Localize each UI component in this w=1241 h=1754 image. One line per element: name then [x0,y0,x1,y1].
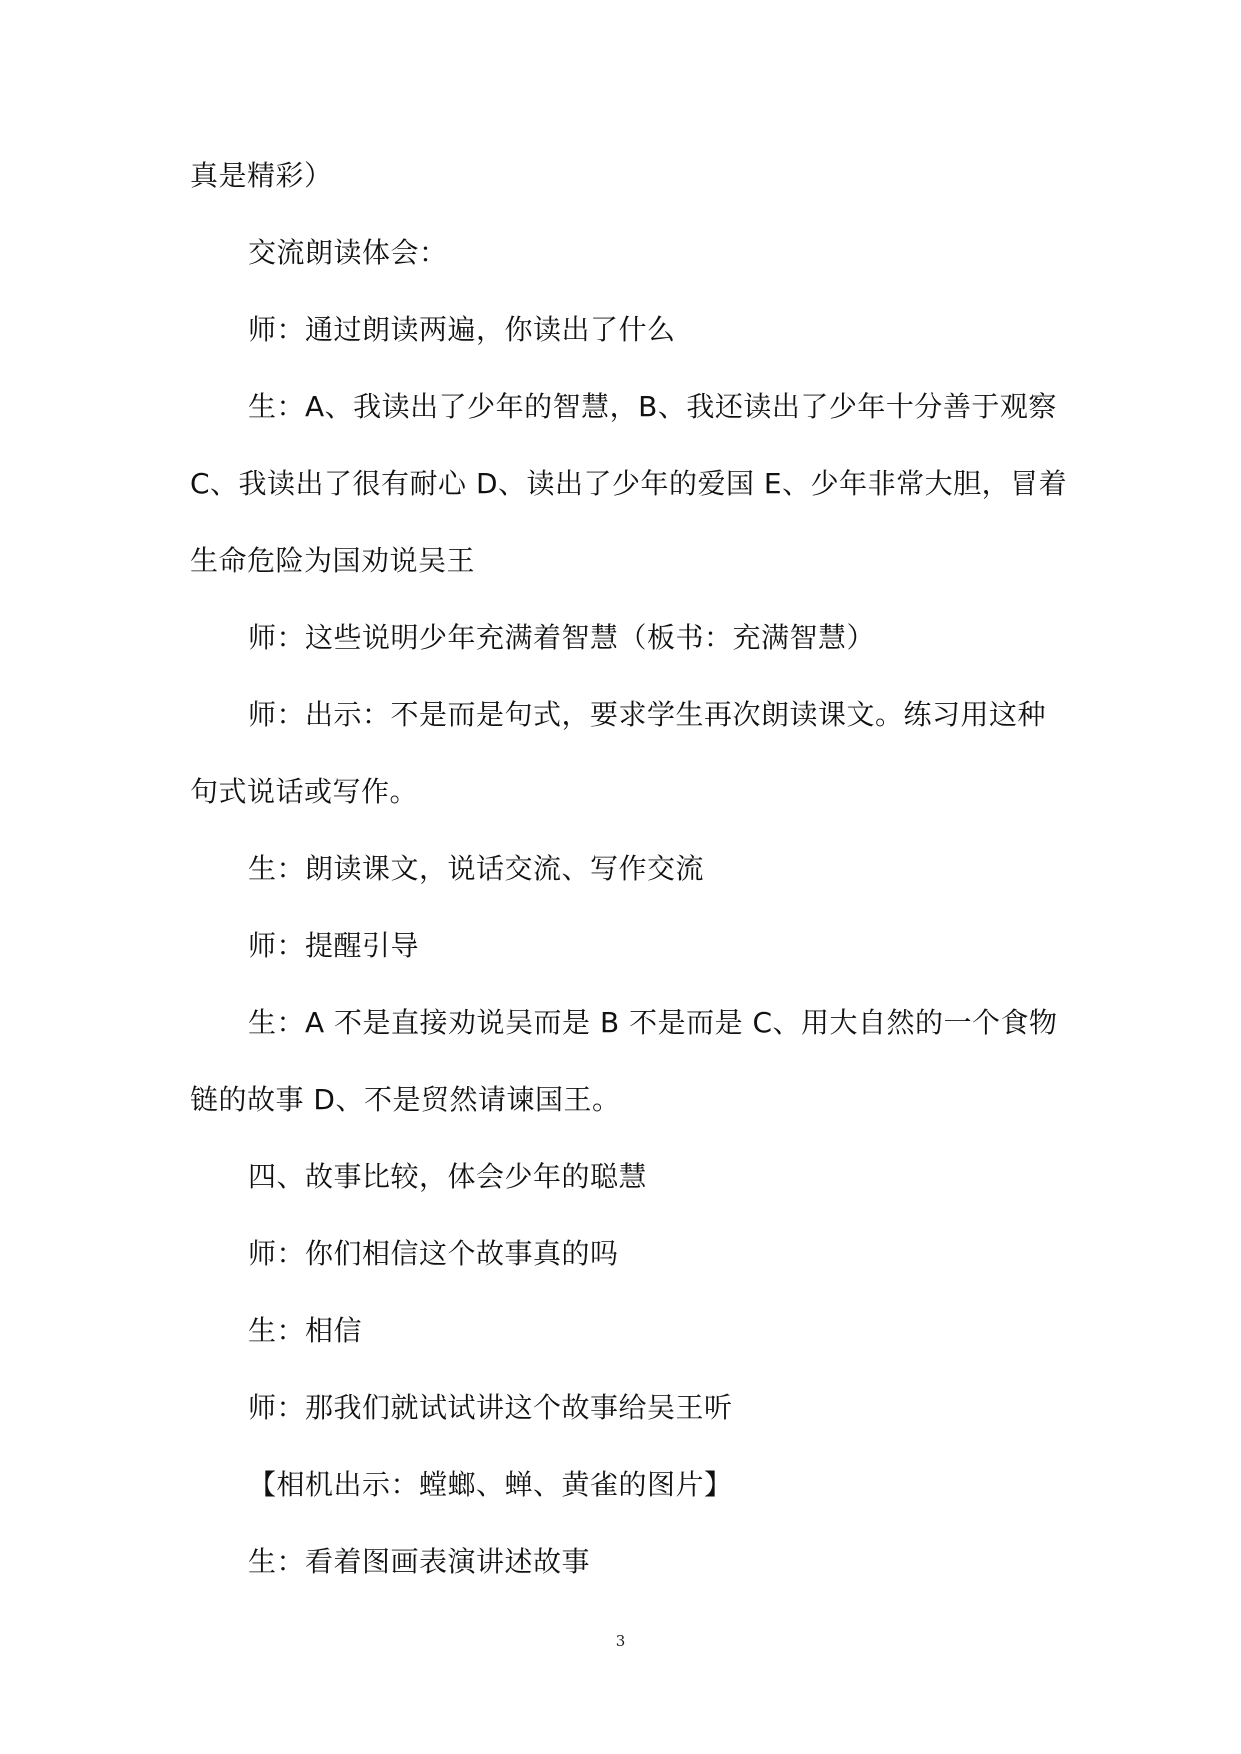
text-line: 师：这些说明少年充满着智慧（板书：充满智慧） [248,621,876,654]
text-line: 生：看着图画表演讲述故事 [248,1545,591,1578]
text-line: 师：你们相信这个故事真的吗 [248,1237,619,1270]
text-line: 交流朗读体会： [248,236,448,269]
text-line: 生：相信 [248,1314,363,1347]
text-line: 师：那我们就试试讲这个故事给吴王听 [248,1391,733,1424]
text-line: 生：A 不是直接劝说吴而是 B 不是而是 C、用大自然的一个食物 [248,1006,1058,1039]
text-line: 【相机出示：螳螂、蝉、黄雀的图片】 [248,1468,733,1501]
text-line: 真是精彩） [190,159,333,192]
text-line: C、我读出了很有耐心 D、读出了少年的爱国 E、少年非常大胆，冒着 [190,467,1068,500]
document-body [190,137,1068,1600]
text-line: 链的故事 D、不是贸然请谏国王。 [190,1083,621,1116]
text-line: 生：A、我读出了少年的智慧，B、我还读出了少年十分善于观察 [248,390,1057,423]
text-line: 师：提醒引导 [248,929,420,962]
text-line: 生命危险为国劝说吴王 [190,544,476,577]
section-heading: 四、故事比较，体会少年的聪慧 [248,1160,648,1193]
text-line: 师：通过朗读两遍，你读出了什么 [248,313,676,346]
page-number: 3 [615,1632,626,1650]
text-line: 句式说话或写作。 [190,775,419,808]
text-line: 师：出示：不是而是句式，要求学生再次朗读课文。练习用这种 [248,698,1047,731]
text-line: 生：朗读课文，说话交流、写作交流 [248,852,705,885]
